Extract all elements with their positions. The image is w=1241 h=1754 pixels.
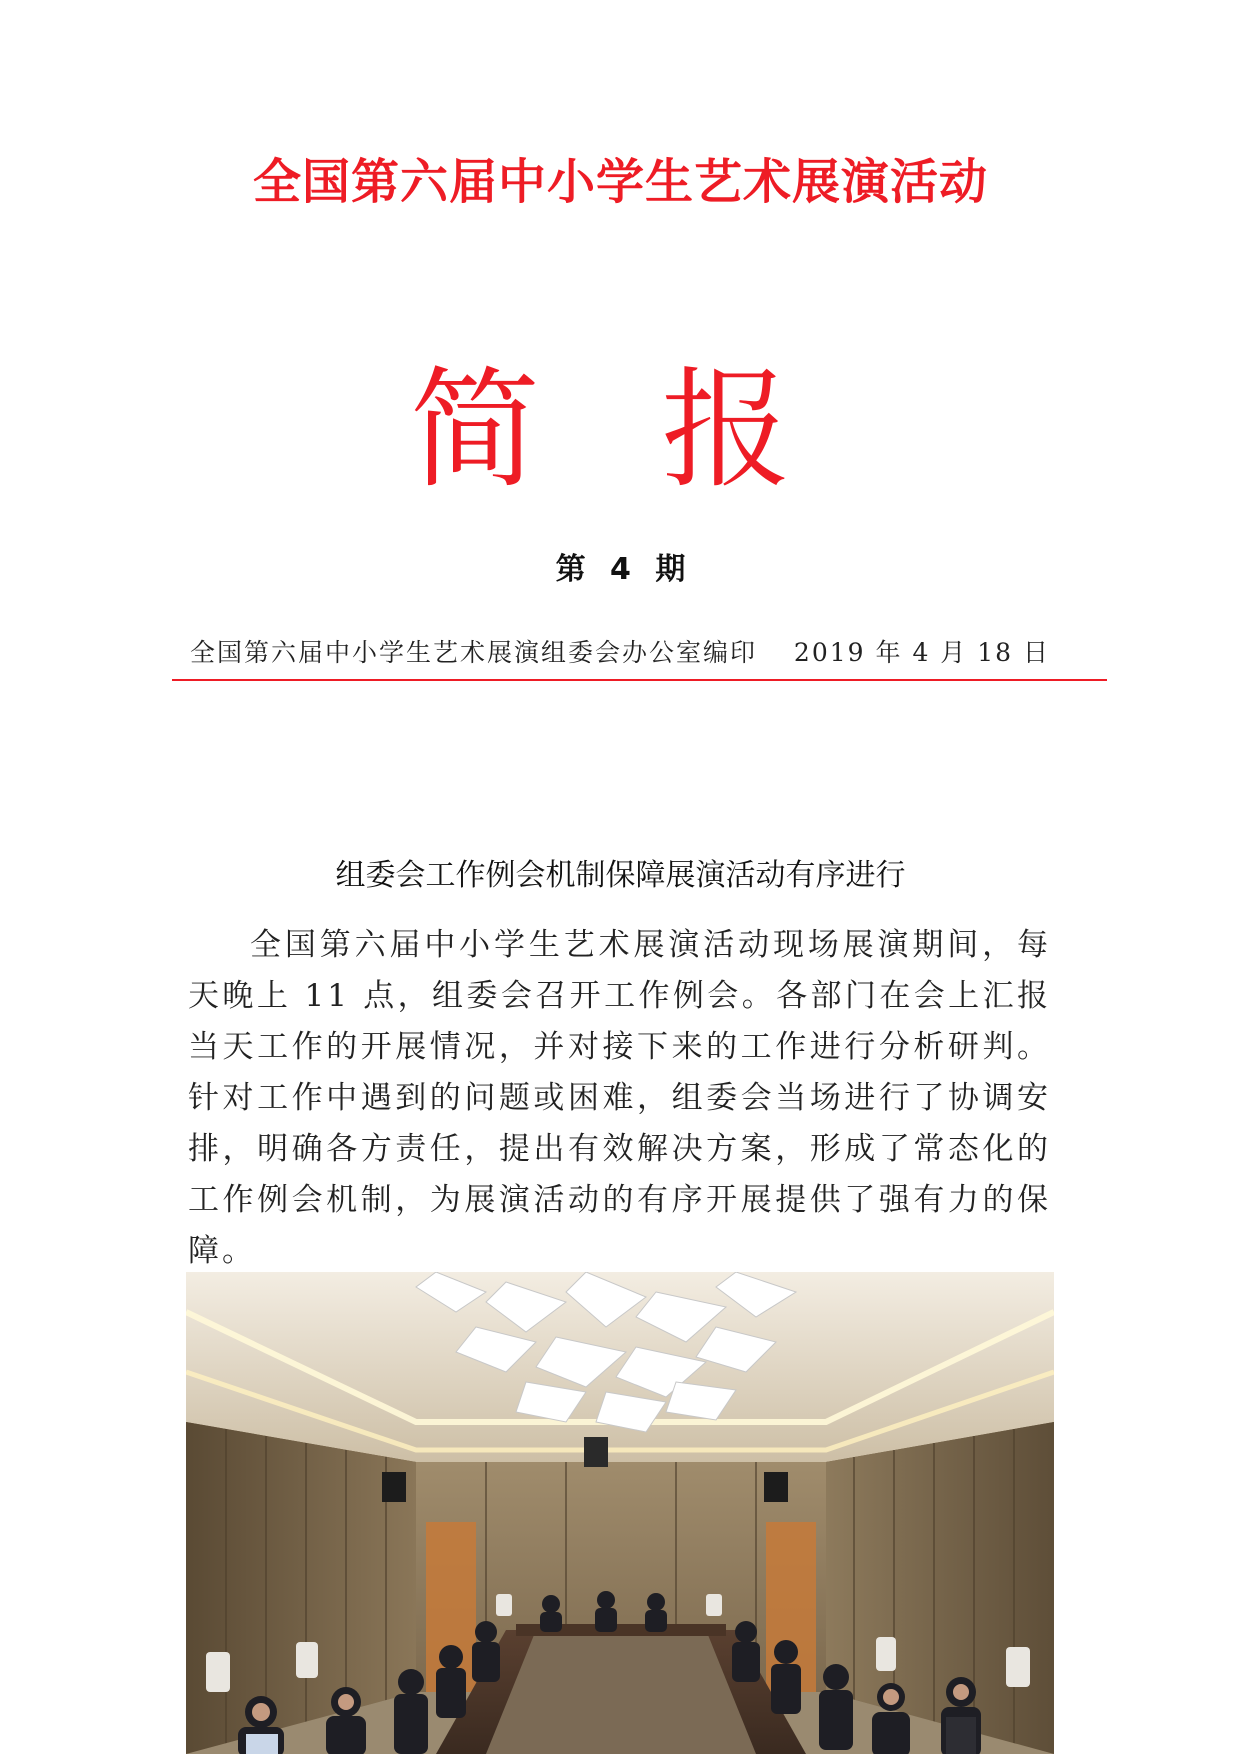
briefing-title: 简 报 bbox=[409, 354, 832, 506]
issue-date: 2019 年 4 月 18 日 bbox=[793, 638, 1050, 667]
main-title: 全国第六届中小学生艺术展演活动 bbox=[252, 154, 988, 210]
issue-number: 第 4 期 bbox=[555, 552, 686, 587]
red-divider bbox=[172, 679, 1107, 681]
issuer-line bbox=[190, 636, 1050, 670]
issuer-org: 全国第六届中小学生艺术展演组委会办公室编印 bbox=[190, 638, 758, 667]
meeting-photo bbox=[186, 1272, 1054, 1754]
article-title: 组委会工作例会机制保障展演活动有序进行 bbox=[335, 858, 906, 893]
article-body: 全国第六届中小学生艺术展演活动现场展演期间，每天晚上 11 点，组委会召开工作例会。各部门在会上汇报当天工作的开展情况，并对接下来的工作进行分析研判。针对工作中遇到的问题或困难，组委会当场进行了协调安排，明确各方责任，提出有效解决方案，形成了常态化的工作例会机制，为展演活动的有序开展提供了强有力的保障。 bbox=[188, 927, 1051, 1269]
